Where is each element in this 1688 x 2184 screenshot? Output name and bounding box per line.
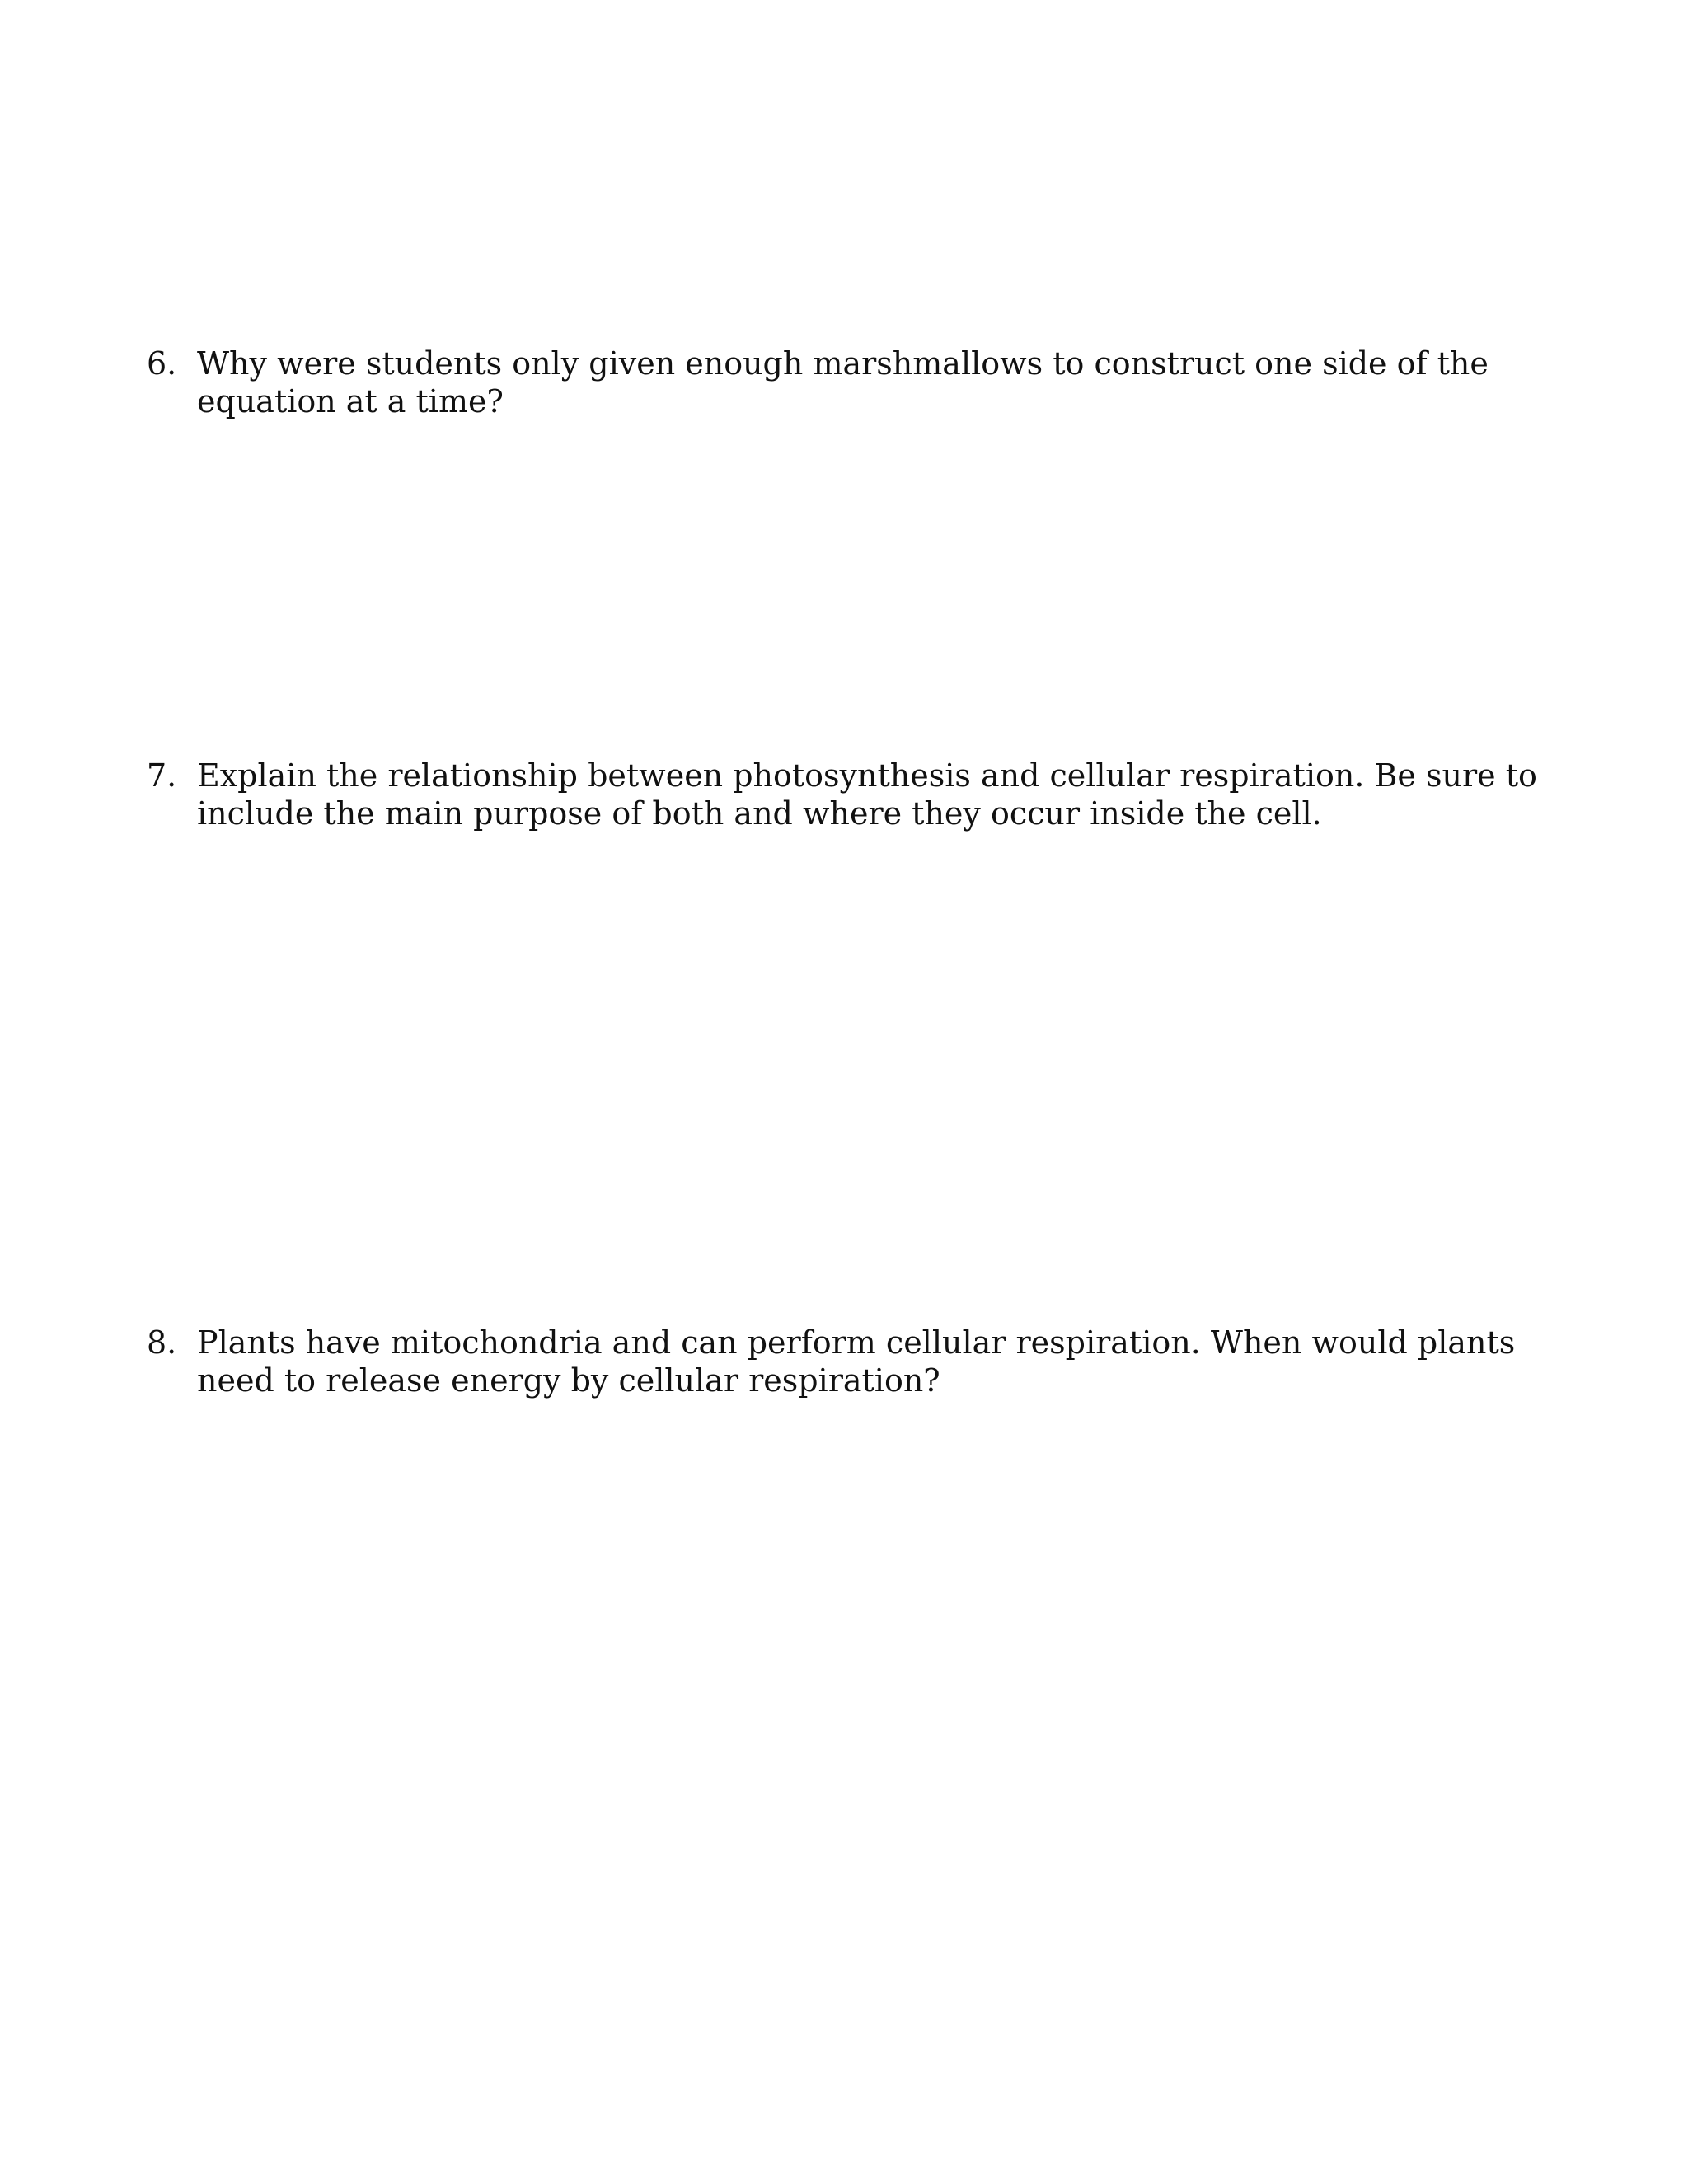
question-number: 7. [147,757,177,794]
question-number: 6. [147,345,177,382]
question-line: include the main purpose of both and where they occur inside the cell. [197,795,1322,832]
question-text [197,757,1537,832]
question-line: Why were students only given enough marshmallows to construct one side of the [197,345,1489,382]
question-number: 8. [147,1324,177,1361]
question-text [197,344,1489,420]
question-line: Explain the relationship between photosynthesis and cellular respiration. Be sure to [197,757,1537,794]
question-text [197,1324,1516,1399]
question-line: equation at a time? [197,383,504,419]
question-line: Plants have mitochondria and can perform cellular respiration. When would plants [197,1324,1516,1361]
question-line: need to release energy by cellular respiration? [197,1362,940,1399]
